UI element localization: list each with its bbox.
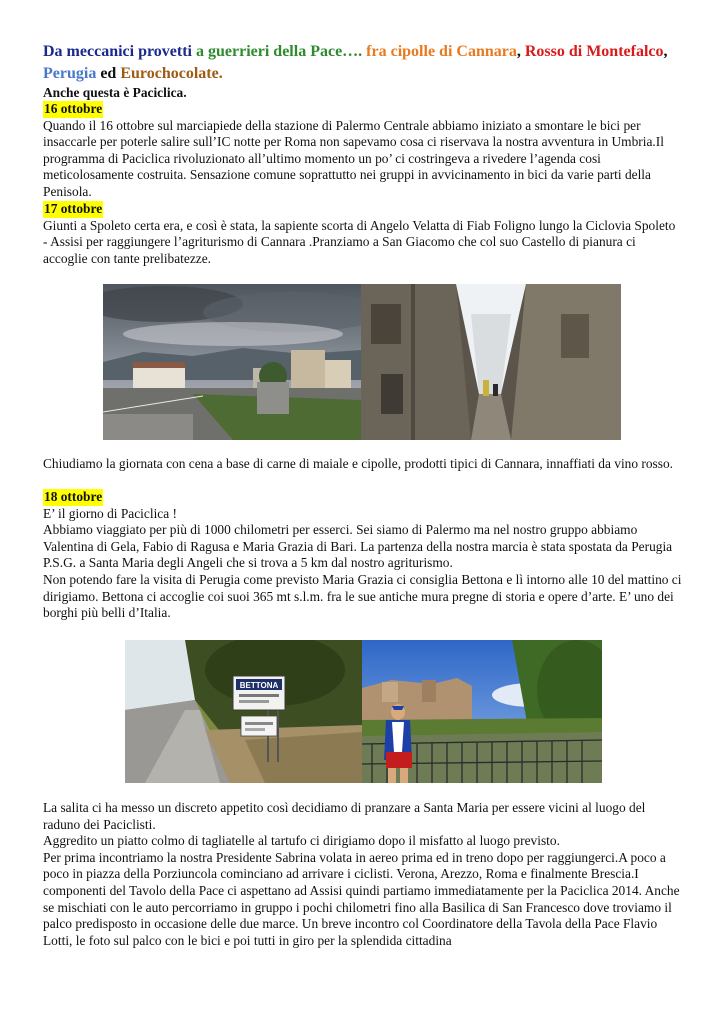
title-part: a guerrieri della Pace….: [196, 43, 363, 60]
paragraph: Giunti a Spoleto certa era, e così è stata, la sapiente scorta di Angelo Velatta di Fiab Foligno lungo la Ciclovia Spoleto - Assisi per raggiungere l’agriturismo di Cannara .Pranziamo a San Giacomo che col suo Castello di pianura ci accoglie con tante prelibatezze.: [43, 217, 676, 266]
section-16-ottobre: [43, 101, 683, 201]
photo-cannara-street: [103, 284, 361, 440]
title-part: Perugia: [43, 65, 97, 82]
subtitle: Anche questa è Paciclica.: [43, 85, 187, 100]
date-highlight: 17 ottobre: [44, 201, 103, 216]
title-part: Da meccanici provetti: [43, 43, 196, 60]
title-part: ,: [663, 43, 668, 60]
section-17-ottobre: [43, 201, 683, 267]
title-part: ed: [96, 65, 121, 82]
bettona-sign-photo-image: [125, 640, 362, 783]
alley-photo-image: [361, 284, 621, 440]
viewpoint-photo-image: [362, 640, 602, 783]
street-photo-image: [103, 284, 361, 440]
title-part: .: [218, 65, 223, 82]
sign-text: BETTONA: [239, 681, 279, 690]
photo-bettona-viewpoint: [362, 640, 602, 783]
title-part: fra cipolle di Cannara: [362, 43, 517, 60]
page-title: [43, 41, 683, 85]
paragraph: E’ il giorno di Paciclica !: [43, 505, 177, 521]
paragraph: Abbiamo viaggiato per più di 1000 chilometri per esserci. Sei siamo di Palermo ma nel nostro gruppo abbiamo Valentina di Gela, Fabio di Ragusa e Maria Grazia di Bari. La partenza della nostra marcia è stata spostata da Perugia P.S.G. a Santa Maria degli Angeli che si trova a 5 km dal nostro agriturismo.: [43, 522, 673, 571]
paragraph: La salita ci ha messo un discreto appetito così decidiamo di pranzare a Santa Maria per essere vicini al luogo del raduno dei Paciclisti.: [43, 800, 646, 832]
title-part: Eurochocolate: [120, 65, 219, 82]
title-part: ,: [516, 43, 525, 60]
title-part: Rosso di Montefalco: [524, 43, 664, 60]
section-18-ottobre-cont: [43, 800, 683, 949]
date-highlight: 18 ottobre: [44, 489, 103, 504]
photo-bettona-sign: [125, 640, 362, 783]
paragraph-cena: Chiudiamo la giornata con cena a base di carne di maiale e cipolle, prodotti tipici di Cannara, innaffiati da vino rosso.: [43, 456, 674, 471]
section-18-ottobre: [43, 489, 683, 622]
date-highlight: 16 ottobre: [44, 101, 103, 116]
paragraph: Quando il 16 ottobre sul marciapiede della stazione di Palermo Centrale abbiamo iniziato a smontare le bici per insaccarle per poterle salire sull’IC notte per Roma non sapevamo cosa ci riservava la nostra avventura in Umbria.Il programma di Paciclica rivoluzionato all’ultimo momento un po’ ci costringeva a rivedere l’agenda cosi meticolosamente costruita. Sensazione comune soprattutto nei gruppi in avvicinamento in bici da varie parti della Penisola.: [43, 117, 664, 199]
paragraph: Aggredito un piatto colmo di tagliatelle al tartufo ci dirigiamo dopo il misfatto al luogo previsto.: [43, 833, 560, 849]
paragraph: Non potendo fare la visita di Perugia come previsto Maria Grazia ci consiglia Bettona e lì intorno alle 10 del mattino ci dirigiamo. Bettona ci accoglie coi suoi 365 mt s.l.m. fra le sue antiche mura pregne di storia e opere d’arte. E’ uno dei borghi più belli d’Italia.: [43, 571, 682, 621]
paragraph: Per prima incontriamo la nostra Presidente Sabrina volata in aereo prima ed in treno dopo per raggiungerci.A poco a poco in piazza della Porziuncola cominciano ad arrivare i ciclisti. Verona, Arezzo, Roma e finalmente Brescia.I componenti del Tavolo della Pace ci aspettano ad Assisi quindi partiamo immediatamente per la Paciclica 2014. Anche se mischiati con le auto percorriamo in gruppo i pochi chilometri fino alla Basilica di San Francesco dove troviamo il palco predisposto in occasione delle due marce. Un breve incontro col Coordinatore della Tavola della Pace Flavio Lotti, le foto sul palco con le bici e poi tutti in giro per la splendida cittadina: [43, 849, 680, 948]
photo-narrow-alley: [361, 284, 621, 440]
